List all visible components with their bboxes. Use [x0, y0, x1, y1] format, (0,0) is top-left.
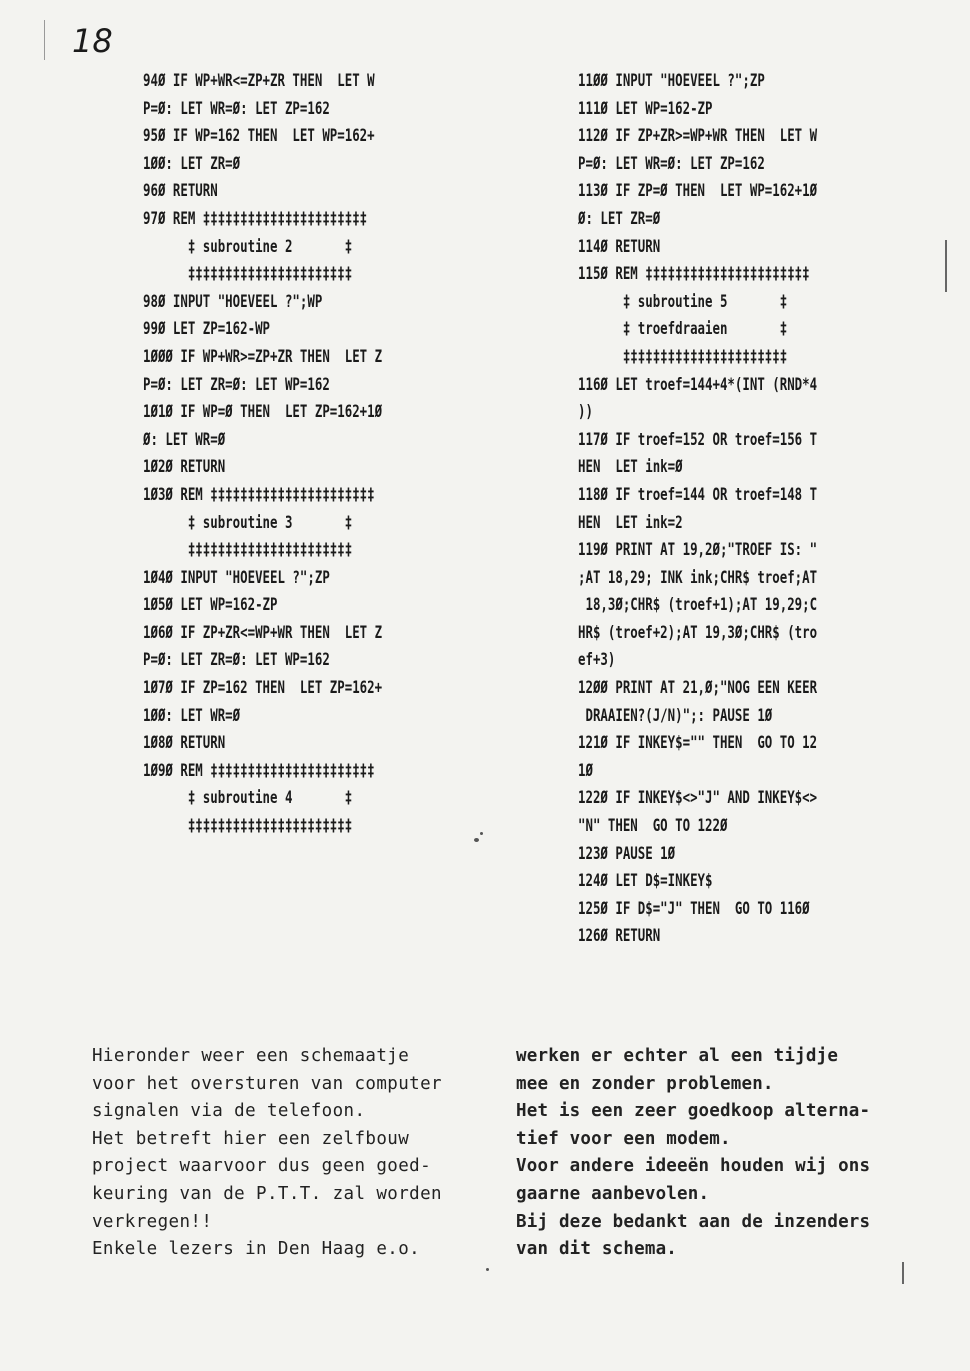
code-line: ‡ troefdraaien ‡ — [578, 319, 788, 340]
text-line: Hieronder weer een schemaatje — [92, 1046, 410, 1066]
text-line: tief voor een modem. — [516, 1128, 731, 1149]
code-line: ‡‡‡‡‡‡‡‡‡‡‡‡‡‡‡‡‡‡‡‡‡‡ — [143, 540, 353, 561]
code-line: DRAAIEN?(J/N)";: PAUSE 1Ø — [578, 705, 773, 726]
code-line: 114Ø RETURN — [578, 236, 661, 257]
code-line: 96Ø RETURN — [143, 181, 218, 202]
code-line: 12ØØ PRINT AT 21,Ø;"NOG EEN KEER — [578, 678, 818, 699]
code-line: 11ØØ INPUT "HOEVEEL ?";ZP — [578, 71, 765, 91]
code-line: 1Ø9Ø REM ‡‡‡‡‡‡‡‡‡‡‡‡‡‡‡‡‡‡‡‡‡‡ — [143, 760, 375, 781]
code-line: 1Ø5Ø LET WP=162-ZP — [143, 595, 278, 616]
text-line: werken er echter al een tijdje — [516, 1046, 839, 1066]
code-line: 116Ø LET troef=144+4*(INT (RND*4 — [578, 374, 818, 395]
scan-speck — [486, 1268, 489, 1271]
text-line: verkregen!! — [92, 1211, 213, 1232]
code-line: 121Ø IF INKEY$="" THEN GO TO 12 — [578, 733, 818, 754]
code-line: 1ØØØ IF WP+WR>=ZP+ZR THEN LET Z — [143, 346, 383, 367]
code-line: P=Ø: LET ZR=Ø: LET WP=162 — [143, 650, 330, 671]
page-number: 18 — [72, 22, 113, 60]
text-line: mee en zonder problemen. — [516, 1073, 774, 1094]
basic-listing-left — [143, 68, 382, 841]
article-text-right — [516, 1043, 888, 1264]
text-line: van dit schema. — [516, 1239, 678, 1260]
text-line: Enkele lezers in Den Haag e.o. — [92, 1239, 421, 1260]
code-line: ‡ subroutine 5 ‡ — [578, 291, 788, 312]
code-line: 1Ø3Ø REM ‡‡‡‡‡‡‡‡‡‡‡‡‡‡‡‡‡‡‡‡‡‡ — [143, 484, 375, 505]
code-line: 1Ø7Ø IF ZP=162 THEN LET ZP=162+ — [143, 678, 383, 699]
code-line: 117Ø IF troef=152 OR troef=156 T — [578, 429, 818, 450]
code-line: 1ØØ: LET ZR=Ø — [143, 153, 241, 174]
text-line: gaarne aanbevolen. — [516, 1183, 710, 1204]
text-line: project waarvoor dus geen goed- — [92, 1156, 432, 1177]
code-line: 115Ø REM ‡‡‡‡‡‡‡‡‡‡‡‡‡‡‡‡‡‡‡‡‡‡ — [578, 264, 810, 285]
article-text-left — [92, 1043, 462, 1264]
code-line: 119Ø PRINT AT 19,2Ø;"TROEF IS: " — [578, 540, 818, 561]
code-line: )) — [578, 402, 593, 423]
code-line: 1Ø8Ø RETURN — [143, 733, 226, 754]
code-line: 1ØØ: LET WR=Ø — [143, 705, 241, 726]
basic-listing-right — [578, 68, 817, 951]
code-line: ‡ subroutine 4 ‡ — [143, 788, 353, 809]
code-line: 1Ø4Ø INPUT "HOEVEEL ?";ZP — [143, 567, 330, 588]
code-line: 1Ø — [578, 760, 593, 781]
code-line: ‡‡‡‡‡‡‡‡‡‡‡‡‡‡‡‡‡‡‡‡‡‡ — [578, 346, 788, 367]
text-line: Voor andere ideeën houden wij ons — [516, 1156, 871, 1177]
text-line: Het is een zeer goedkoop alterna- — [516, 1101, 871, 1122]
code-line: 113Ø IF ZP=Ø THEN LET WP=162+1Ø — [578, 181, 818, 202]
code-line: 123Ø PAUSE 1Ø — [578, 843, 676, 864]
text-line: keuring van de P.T.T. zal worden — [92, 1183, 442, 1204]
scan-edge-mark — [945, 240, 947, 292]
code-line: "N" THEN GO TO 122Ø — [578, 816, 728, 837]
code-line: ‡‡‡‡‡‡‡‡‡‡‡‡‡‡‡‡‡‡‡‡‡‡ — [143, 816, 353, 837]
code-line: P=Ø: LET WR=Ø: LET ZP=162 — [143, 98, 330, 119]
code-line: 124Ø LET D$=INKEY$ — [578, 871, 713, 892]
code-line: 125Ø IF D$="J" THEN GO TO 116Ø — [578, 898, 810, 919]
scan-speck — [480, 832, 483, 835]
text-line: signalen via de telefoon. — [92, 1101, 366, 1122]
code-line: 95Ø IF WP=162 THEN LET WP=162+ — [143, 126, 375, 147]
text-line: Bij deze bedankt aan de inzenders — [516, 1211, 871, 1232]
code-line: 1Ø1Ø IF WP=Ø THEN LET ZP=162+1Ø — [143, 402, 383, 423]
code-line: Ø: LET WR=Ø — [143, 429, 226, 450]
code-line: 118Ø IF troef=144 OR troef=148 T — [578, 484, 818, 505]
scan-speck — [474, 838, 479, 842]
scan-edge-mark — [44, 20, 45, 60]
code-line: 94Ø IF WP+WR<=ZP+ZR THEN LET W — [143, 71, 375, 91]
code-line: 111Ø LET WP=162-ZP — [578, 98, 713, 119]
code-line: HEN LET ink=2 — [578, 512, 683, 533]
code-line: 112Ø IF ZP+ZR>=WP+WR THEN LET W — [578, 126, 818, 147]
code-line: 1Ø2Ø RETURN — [143, 457, 226, 478]
code-line: P=Ø: LET ZR=Ø: LET WP=162 — [143, 374, 330, 395]
code-line: P=Ø: LET WR=Ø: LET ZP=162 — [578, 153, 765, 174]
code-line: HR$ (troef+2);AT 19,3Ø;CHR$ (tro — [578, 622, 818, 643]
code-line: HEN LET ink=Ø — [578, 457, 683, 478]
code-line: ‡ subroutine 3 ‡ — [143, 512, 353, 533]
code-line: 1Ø6Ø IF ZP+ZR<=WP+WR THEN LET Z — [143, 622, 383, 643]
code-line: 98Ø INPUT "HOEVEEL ?";WP — [143, 291, 323, 312]
scan-edge-mark — [902, 1262, 904, 1284]
text-line: voor het oversturen van computer — [92, 1073, 442, 1094]
code-line: 97Ø REM ‡‡‡‡‡‡‡‡‡‡‡‡‡‡‡‡‡‡‡‡‡‡ — [143, 208, 368, 229]
code-line: ;AT 18,29; INK ink;CHR$ troef;AT — [578, 567, 818, 588]
code-line: ‡‡‡‡‡‡‡‡‡‡‡‡‡‡‡‡‡‡‡‡‡‡ — [143, 264, 353, 285]
code-line: ‡ subroutine 2 ‡ — [143, 236, 353, 257]
code-line: 122Ø IF INKEY$<>"J" AND INKEY$<> — [578, 788, 818, 809]
code-line: ef+3) — [578, 650, 616, 671]
code-line: Ø: LET ZR=Ø — [578, 208, 661, 229]
code-line: 126Ø RETURN — [578, 926, 661, 947]
code-line: 18,3Ø;CHR$ (troef+1);AT 19,29;C — [578, 595, 818, 616]
text-line: Het betreft hier een zelfbouw — [92, 1128, 410, 1149]
code-line: 99Ø LET ZP=162-WP — [143, 319, 271, 340]
